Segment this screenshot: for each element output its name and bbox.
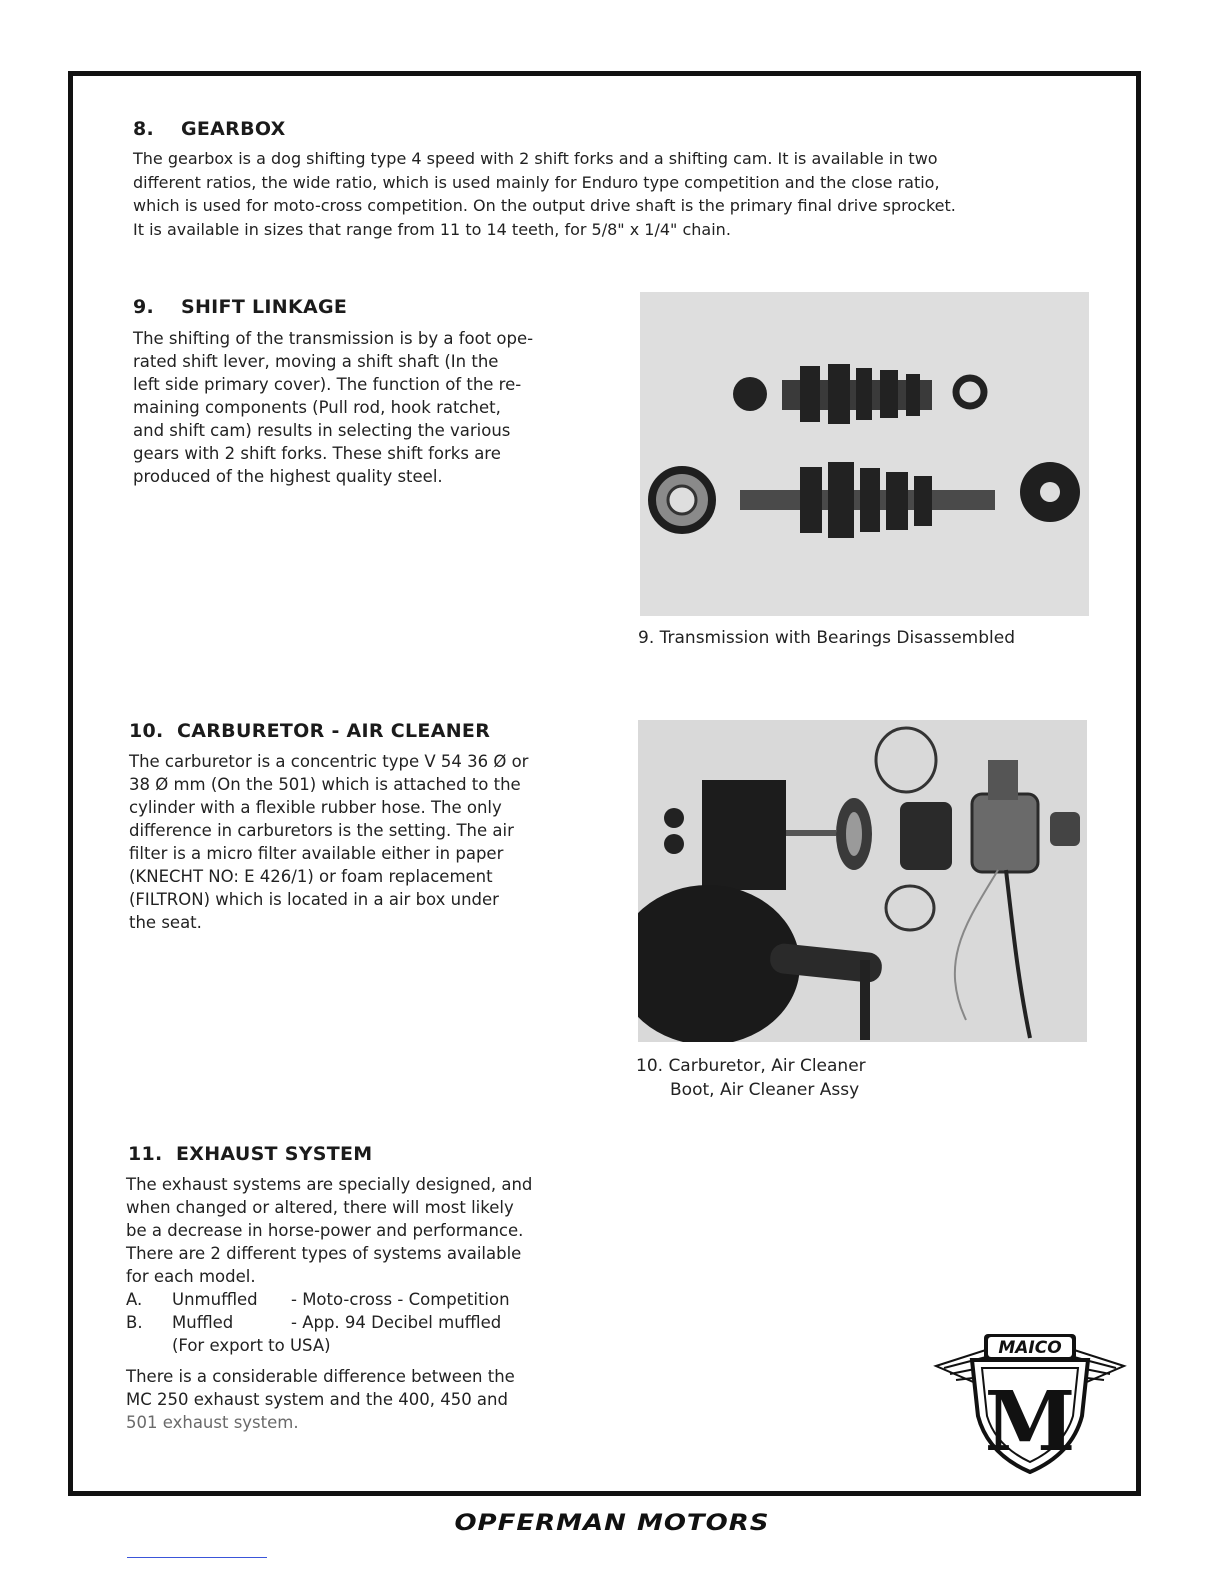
section-number: 8. — [133, 118, 155, 140]
maico-logo — [932, 1326, 1128, 1480]
list-note: (For export to USA) — [172, 1336, 331, 1355]
section-title: EXHAUST SYSTEM — [176, 1143, 373, 1165]
text-line: gears with 2 shift forks. These shift forks are — [133, 444, 501, 463]
section-number: 10. — [129, 720, 164, 742]
section-title: GEARBOX — [181, 118, 286, 140]
section-9-heading — [133, 296, 347, 318]
logo-letter: M — [984, 1374, 1076, 1470]
list-label: Unmuffled — [172, 1290, 258, 1309]
text-line: There are 2 different types of systems available — [126, 1244, 522, 1263]
text-line: The exhaust systems are specially designed, and — [126, 1175, 533, 1194]
section-10-heading — [129, 720, 490, 742]
section-8-heading — [133, 118, 286, 140]
text-line: filter is a micro filter available either in paper — [129, 844, 504, 863]
text-line: left side primary cover). The function of the re- — [133, 375, 522, 394]
section-11-body — [126, 1173, 606, 1434]
list-item — [126, 1311, 606, 1334]
text-line: be a decrease in horse-power and performance. — [126, 1221, 524, 1240]
text-line: different ratios, the wide ratio, which is used mainly for Enduro type competition and the close ratio, — [133, 172, 940, 192]
section-title: SHIFT LINKAGE — [181, 296, 348, 318]
caption-line: Boot, Air Cleaner Assy — [670, 1080, 860, 1100]
text-line: maining components (Pull rod, hook ratchet, — [133, 398, 501, 417]
text-line: cylinder with a flexible rubber hose. The only — [129, 798, 502, 817]
photo-10-caption — [636, 1054, 866, 1102]
text-line: 501 exhaust system. — [126, 1413, 299, 1432]
text-line: rated shift lever, moving a shift shaft (In the — [133, 352, 499, 371]
text-line: The gearbox is a dog shifting type 4 speed with 2 shift forks and a shifting cam. It is available in two — [133, 149, 938, 168]
caption-line: 10. Carburetor, Air Cleaner — [636, 1056, 866, 1076]
text-line: MC 250 exhaust system and the 400, 450 and — [126, 1390, 508, 1409]
footer-rule — [127, 1557, 267, 1558]
text-line: The carburetor is a concentric type V 54 36 Ø or — [129, 752, 529, 771]
text-line: difference in carburetors is the setting. The air — [129, 821, 514, 840]
text-line: (FILTRON) which is located in a air box under — [129, 890, 499, 909]
list-label: Muffled — [172, 1313, 234, 1332]
text-line: It is available in sizes that range from 11 to 14 teeth, for 5/8" x 1/4" chain. — [133, 219, 731, 239]
section-number: 11. — [128, 1143, 163, 1165]
section-10-body — [129, 750, 609, 934]
list-desc: - Moto-cross - Competition — [291, 1290, 510, 1309]
list-letter: B. — [126, 1313, 143, 1332]
transmission-photo — [640, 292, 1089, 616]
text-line: The shifting of the transmission is by a foot ope- — [133, 329, 534, 348]
text-line: for each model. — [126, 1267, 256, 1286]
logo-text: MAICO — [998, 1338, 1062, 1358]
section-8-body — [133, 147, 1113, 241]
list-desc: - App. 94 Decibel muffled — [291, 1313, 502, 1332]
text-line: and shift cam) results in selecting the various — [133, 421, 511, 440]
section-9-body — [133, 327, 603, 488]
text-line: the seat. — [129, 913, 202, 932]
section-number: 9. — [133, 296, 155, 318]
text-line: (KNECHT NO: E 426/1) or foam replacement — [129, 867, 493, 886]
list-item — [126, 1288, 606, 1311]
text-line: There is a considerable difference between the — [126, 1367, 515, 1386]
text-line: 38 Ø mm (On the 501) which is attached to the — [129, 775, 521, 794]
footer-brand: OPFERMAN MOTORS — [454, 1510, 770, 1536]
carburetor-photo — [638, 720, 1087, 1042]
section-title: CARBURETOR - AIR CLEANER — [177, 720, 491, 742]
text-line: produced of the highest quality steel. — [133, 467, 443, 486]
list-letter: A. — [126, 1290, 143, 1309]
photo-9-caption: 9. Transmission with Bearings Disassembled — [638, 628, 1015, 648]
text-line: which is used for moto-cross competition. On the output drive shaft is the primary final drive sprocket. — [133, 196, 956, 215]
text-line: when changed or altered, there will most likely — [126, 1198, 514, 1217]
section-11-heading — [128, 1143, 373, 1165]
